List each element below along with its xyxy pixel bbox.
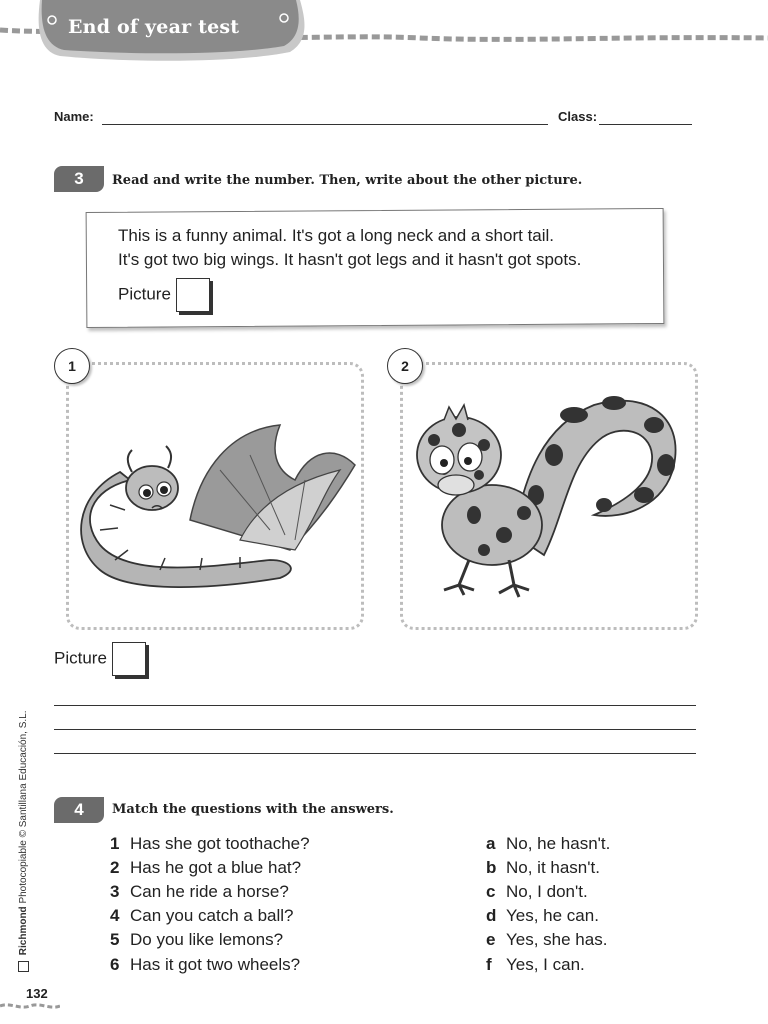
question-item[interactable]: 5 Do you like lemons?	[110, 930, 284, 949]
writing-line-2[interactable]	[54, 729, 696, 730]
question-item[interactable]: 6 Has it got two wheels?	[110, 955, 301, 974]
question-item[interactable]: 3 Can he ride a horse?	[110, 882, 289, 901]
answer-item[interactable]: d Yes, he can.	[486, 906, 599, 925]
question-item[interactable]: 4 Can you catch a ball?	[110, 906, 294, 925]
publisher-credit	[18, 710, 29, 972]
richmond-logo-icon	[18, 961, 29, 972]
writing-line-3[interactable]	[54, 753, 696, 754]
page-title: End of year test	[68, 16, 240, 38]
answer-item[interactable]: c No, I don't.	[486, 882, 588, 901]
answer-picture-box[interactable]	[112, 642, 146, 676]
question-item[interactable]: 2 Has he got a blue hat?	[110, 858, 302, 877]
writing-line-1[interactable]	[54, 705, 696, 706]
picture-1-number: 1	[54, 348, 90, 384]
copyright-text: Photocopiable © Santillana Educación, S.L.	[18, 710, 30, 904]
answer-item[interactable]: f Yes, I can.	[486, 955, 585, 974]
section-3-instruction: Read and write the number. Then, write about the other picture.	[112, 173, 583, 188]
reading-line-1: This is a funny animal. It's got a long neck and a short tail.	[118, 226, 555, 245]
picture-2-number: 2	[387, 348, 423, 384]
section-4-badge: 4	[54, 797, 104, 823]
question-item[interactable]: 1 Has she got toothache?	[110, 834, 310, 853]
reading-picture-answer	[118, 278, 210, 312]
brand-name: Richmond	[18, 906, 30, 956]
reading-line-2: It's got two big wings. It hasn't got legs and it hasn't got spots.	[118, 250, 582, 269]
answer-item[interactable]: e Yes, she has.	[486, 930, 608, 949]
answer-item[interactable]: a No, he hasn't.	[486, 834, 611, 853]
spotted-lizard-illustration	[404, 385, 690, 605]
answer-item[interactable]: b No, it hasn't.	[486, 858, 600, 877]
picture-label: Picture	[118, 284, 171, 304]
section-4-instruction: Match the questions with the answers.	[112, 802, 394, 817]
class-line[interactable]	[599, 124, 692, 125]
section-3-badge: 3	[54, 166, 104, 192]
winged-snake-illustration	[70, 410, 360, 600]
other-picture-answer	[54, 642, 146, 676]
page-number: 132	[26, 986, 48, 1001]
class-label: Class:	[558, 109, 598, 124]
footer-wave-decoration	[0, 1000, 60, 1012]
name-label: Name:	[54, 109, 94, 124]
name-line[interactable]	[102, 124, 548, 125]
answer-picture-label: Picture	[54, 648, 107, 668]
picture-answer-box[interactable]	[176, 278, 210, 312]
